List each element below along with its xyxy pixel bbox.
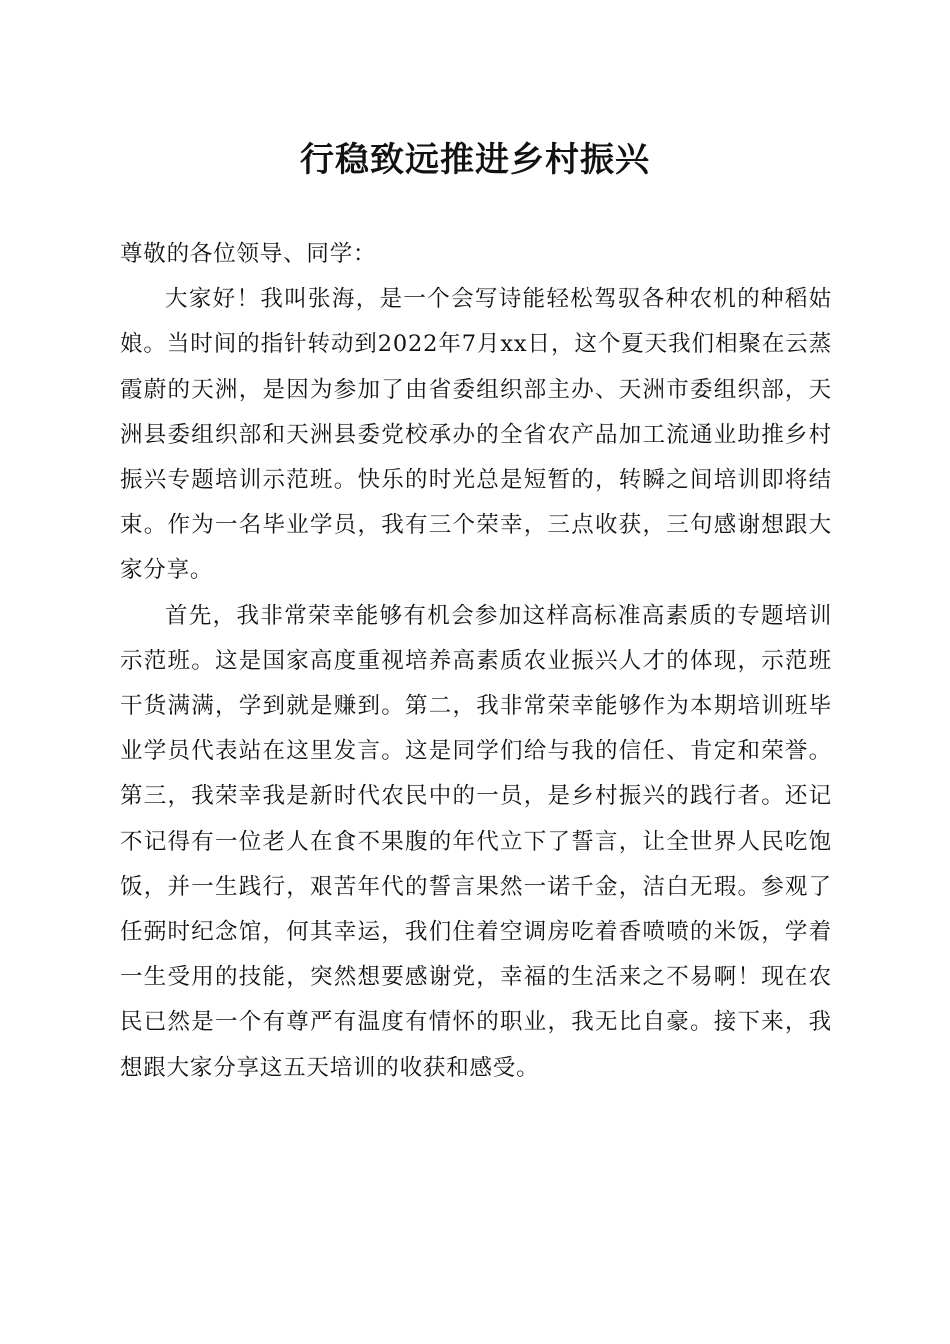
paragraph-introduction: 大家好！我叫张海，是一个会写诗能轻松驾驭各种农机的种稻姑娘。当时间的指针转动到2022年7月xx日，这个夏天我们相聚在云蒸霞蔚的天洲，是因为参加了由省委组织部主办、天洲市委组织部，天洲县委组织部和天洲县委党校承办的全省农产品加工流通业助推乡村振兴专题培训示范班。快乐的时光总是短暂的，转瞬之间培训即将结束。作为一名毕业学员，我有三个荣幸，三点收获，三句感谢想跟大家分享。 bbox=[120, 286, 832, 584]
document-body bbox=[120, 232, 832, 1091]
document-title: 行稳致远推进乡村振兴 bbox=[300, 140, 650, 180]
salutation: 尊敬的各位领导、同学： bbox=[120, 241, 377, 267]
paragraph-honors: 首先，我非常荣幸能够有机会参加这样高标准高素质的专题培训示范班。这是国家高度重视培养高素质农业振兴人才的体现，示范班干货满满，学到就是赚到。第二，我非常荣幸能够作为本期培训班毕业学员代表站在这里发言。这是同学们给与我的信任、肯定和荣誉。第三，我荣幸我是新时代农民中的一员，是乡村振兴的践行者。还记不记得有一位老人在食不果腹的年代立下了誓言，让全世界人民吃饱饭，并一生践行，艰苦年代的誓言果然一诺千金，洁白无瑕。参观了任弼时纪念馆，何其幸运，我们住着空调房吃着香喷喷的米饭，学着一生受用的技能，突然想要感谢党，幸福的生活来之不易啊！现在农民已然是一个有尊严有温度有情怀的职业，我无比自豪。接下来，我想跟大家分享这五天培训的收获和感受。 bbox=[120, 602, 832, 1081]
